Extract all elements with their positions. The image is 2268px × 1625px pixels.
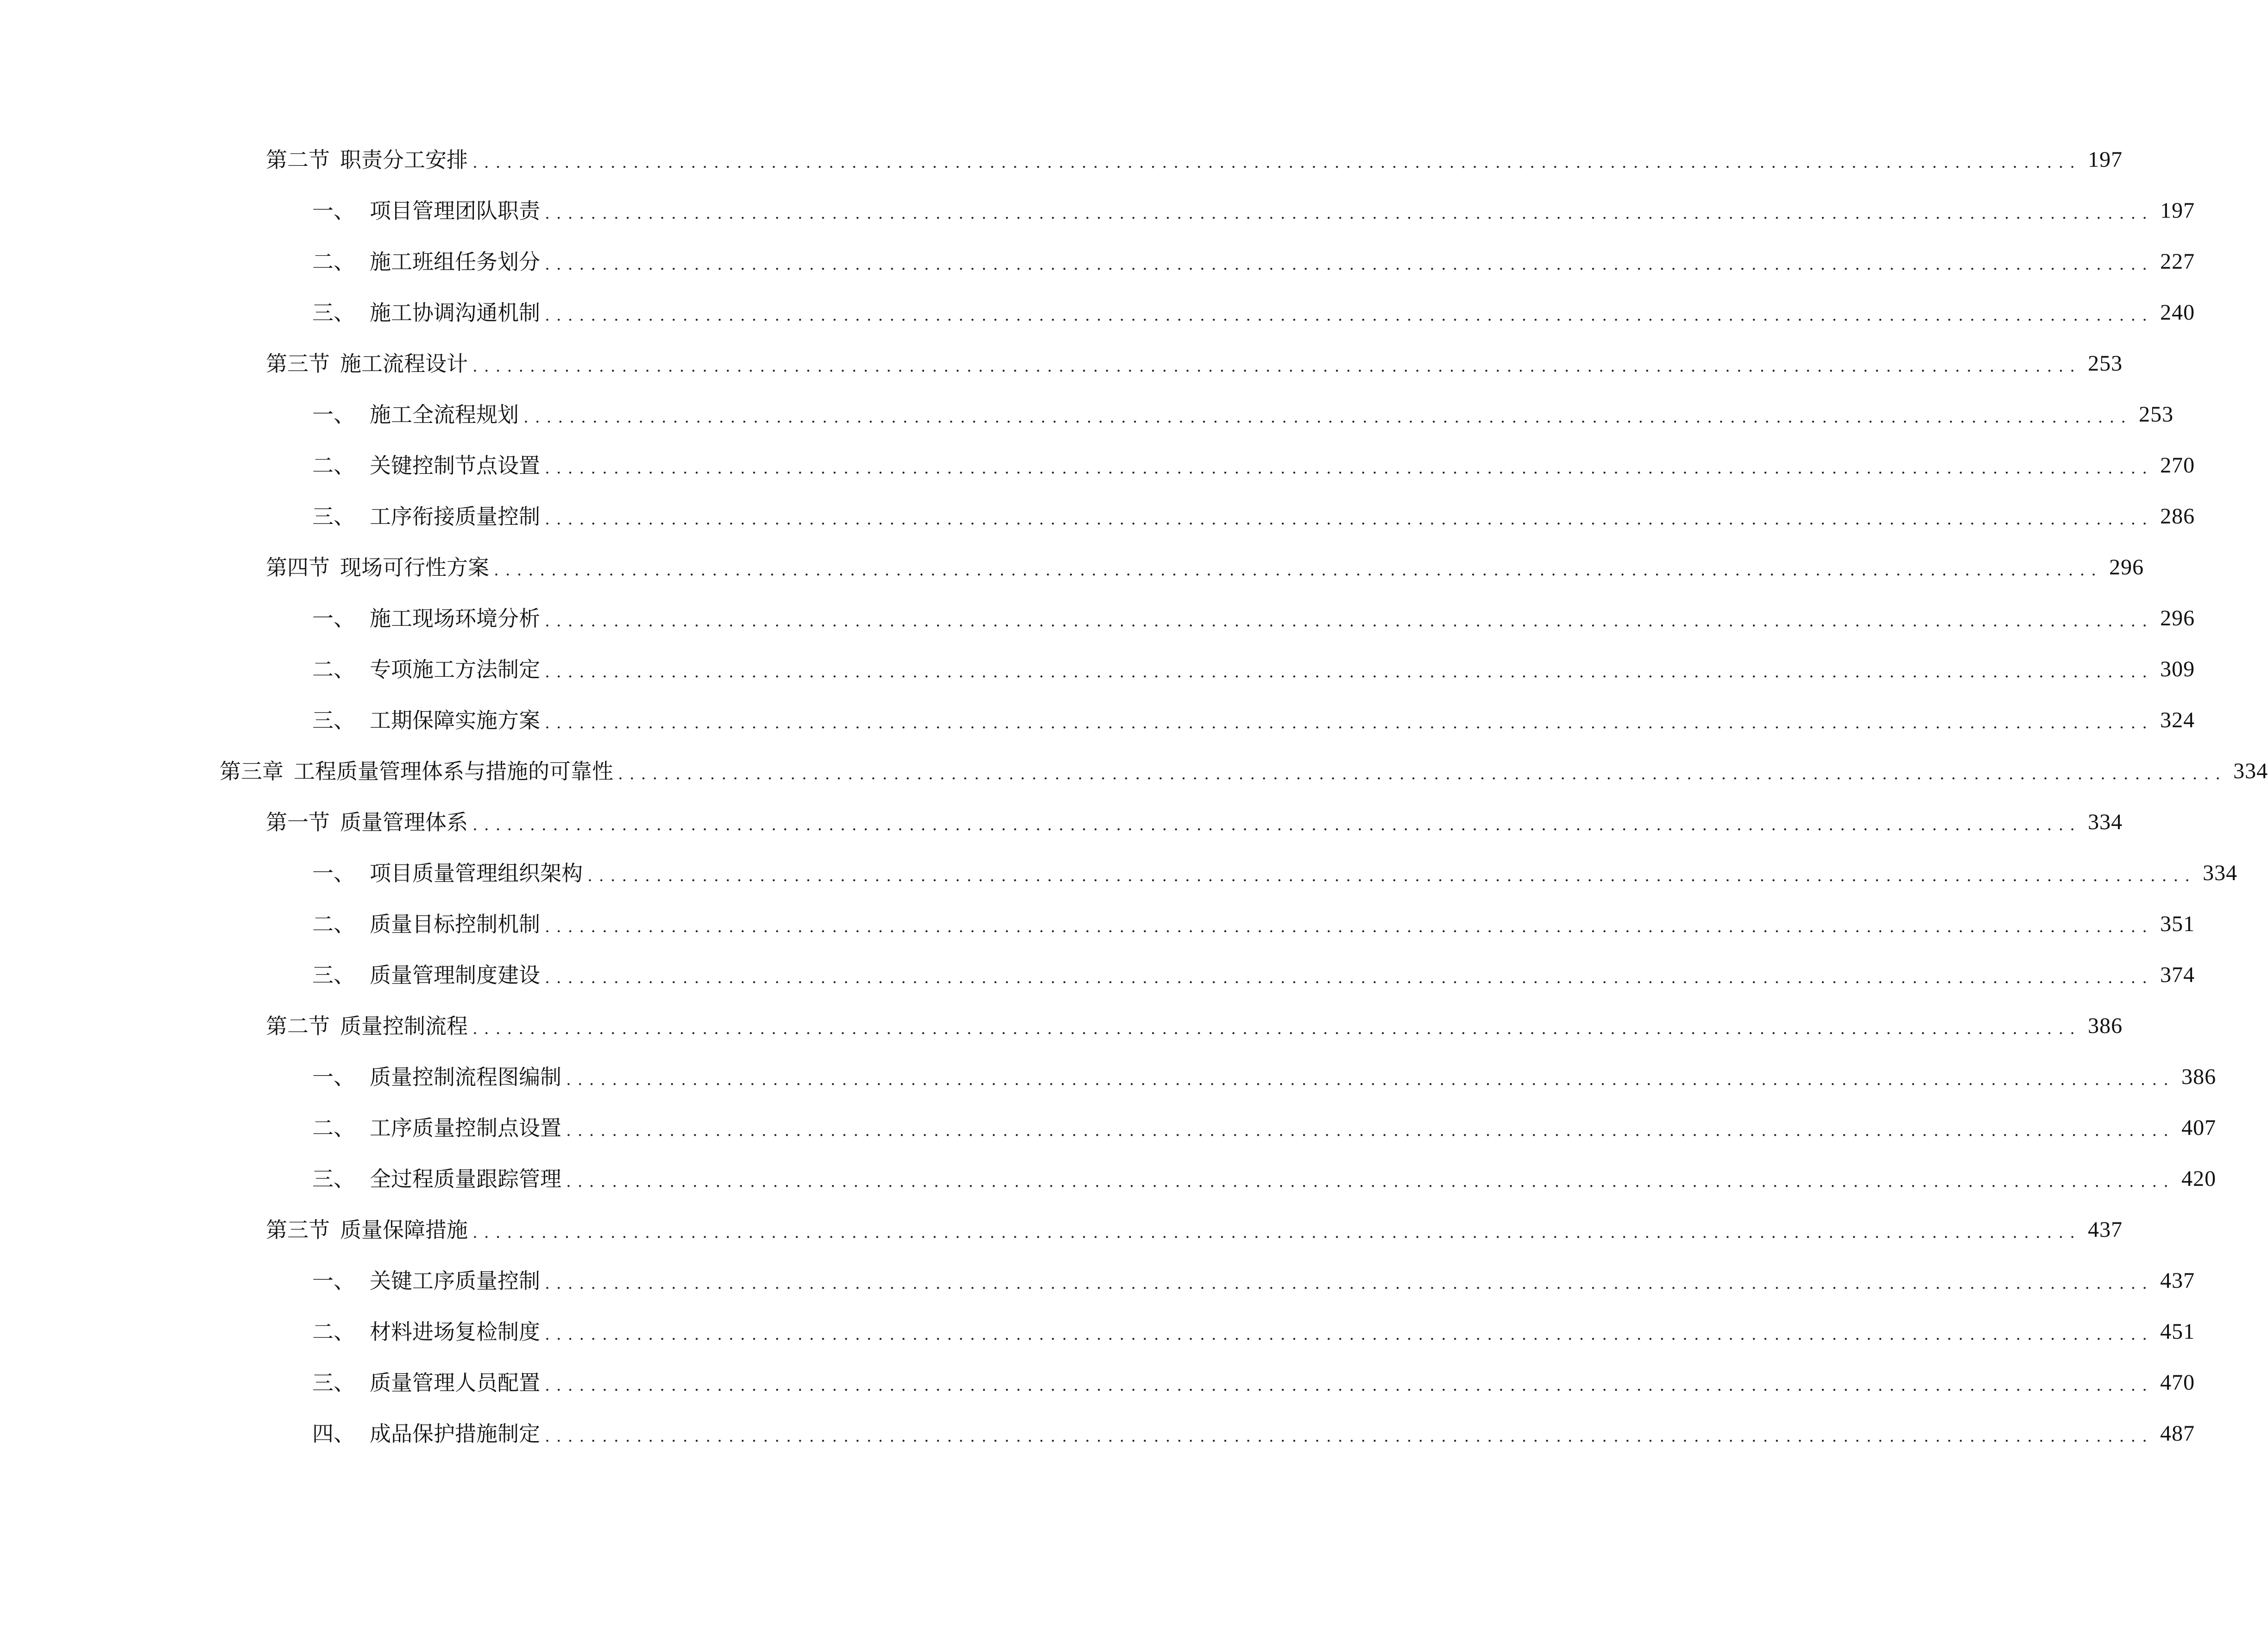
toc-entry-title: 全过程质量跟踪管理 [370, 1166, 561, 1191]
toc-entry-line [312, 453, 2195, 478]
toc-entry-number: 第三章 [220, 759, 284, 784]
toc-leader-dots: ............................................................................................................................................ [566, 1071, 2175, 1089]
toc-entry-number: 二、 [312, 657, 355, 682]
toc-entry-page-number: 407 [2181, 1115, 2217, 1140]
toc-entry-item[interactable] [0, 1052, 2217, 1102]
toc-entry-page-number: 197 [2088, 147, 2123, 172]
toc-entry-page-number: 270 [2160, 453, 2195, 478]
toc-entry-number: 一、 [312, 1064, 355, 1090]
toc-entry-page-number: 227 [2160, 249, 2195, 274]
toc-entry-title: 工期保障实施方案 [370, 708, 540, 733]
toc-entry-line [220, 759, 2268, 784]
toc-entry-item[interactable] [0, 287, 2195, 338]
toc-entry-line [266, 1014, 2123, 1039]
toc-leader-dots: ............................................................................................................................................ [472, 1020, 2082, 1038]
toc-leader-dots: ............................................................................................................................................ [472, 1223, 2082, 1242]
toc-entry-item[interactable] [0, 389, 2174, 440]
toc-entry-line [312, 1319, 2195, 1344]
toc-entry-title: 项目质量管理组织架构 [370, 861, 583, 886]
toc-entry-number: 一、 [312, 606, 355, 631]
toc-leader-dots: ............................................................................................................................................ [545, 1376, 2154, 1395]
toc-entry-title: 质量管理体系 [340, 810, 468, 835]
toc-entry-page-number: 470 [2160, 1370, 2195, 1395]
toc-leader-dots: ............................................................................................................................................ [566, 1121, 2175, 1140]
toc-entry-title: 工序衔接质量控制 [370, 504, 540, 529]
toc-leader-dots: ............................................................................................................................................ [545, 306, 2154, 325]
toc-entry-title: 关键控制节点设置 [370, 453, 540, 478]
toc-entry-line [266, 351, 2123, 376]
toc-entry-item[interactable] [0, 1306, 2195, 1357]
toc-leader-dots: ............................................................................................................................................ [618, 765, 2227, 783]
toc-entry-number: 三、 [312, 1370, 355, 1395]
toc-leader-dots: ............................................................................................................................................ [494, 561, 2103, 579]
toc-entry-line [266, 555, 2144, 580]
toc-entry-item[interactable] [0, 185, 2195, 236]
toc-entry-section[interactable] [0, 338, 2123, 389]
toc-entry-number: 第一节 [266, 810, 330, 835]
toc-entry-page-number: 487 [2160, 1421, 2195, 1446]
toc-entry-line [312, 1370, 2195, 1395]
toc-entry-number: 二、 [312, 1319, 355, 1344]
toc-leader-dots: ............................................................................................................................................ [545, 255, 2154, 274]
toc-entry-line [312, 249, 2195, 274]
toc-leader-dots: ............................................................................................................................................ [545, 969, 2154, 987]
toc-entry-item[interactable] [0, 644, 2195, 695]
toc-entry-title: 施工班组任务划分 [370, 249, 540, 274]
toc-entry-line [312, 861, 2238, 886]
toc-entry-line [312, 300, 2195, 325]
toc-leader-dots: ............................................................................................................................................ [587, 867, 2197, 885]
toc-entry-number: 第二节 [266, 147, 330, 172]
toc-entry-page-number: 296 [2160, 606, 2195, 630]
toc-entry-title: 现场可行性方案 [340, 555, 489, 580]
toc-entry-section[interactable] [0, 1001, 2123, 1052]
toc-entry-item[interactable] [0, 440, 2195, 491]
toc-entry-item[interactable] [0, 848, 2238, 899]
toc-entry-number: 第四节 [266, 555, 330, 580]
toc-leader-dots: ............................................................................................................................................ [566, 1172, 2175, 1191]
toc-entry-page-number: 374 [2160, 963, 2195, 987]
toc-entry-number: 一、 [312, 402, 355, 427]
toc-leader-dots: ............................................................................................................................................ [523, 408, 2133, 427]
toc-entry-section[interactable] [0, 1204, 2123, 1255]
toc-entry-title: 质量管理制度建设 [370, 963, 540, 988]
toc-entry-page-number: 240 [2160, 300, 2195, 325]
toc-entry-item[interactable] [0, 695, 2195, 746]
toc-leader-dots: ............................................................................................................................................ [545, 918, 2154, 936]
toc-entry-line [266, 1217, 2123, 1242]
toc-entry-page-number: 451 [2160, 1319, 2195, 1344]
toc-entry-page-number: 386 [2088, 1014, 2123, 1038]
toc-entry-page-number: 296 [2109, 555, 2144, 579]
toc-entry-title: 项目管理团队职责 [370, 198, 540, 223]
toc-entry-chapter[interactable] [0, 746, 2268, 797]
toc-entry-number: 三、 [312, 1166, 355, 1191]
toc-entry-number: 四、 [312, 1421, 355, 1446]
toc-entry-title: 工程质量管理体系与措施的可靠性 [294, 759, 613, 784]
toc-entry-section[interactable] [0, 797, 2123, 848]
toc-leader-dots: ............................................................................................................................................ [545, 1427, 2154, 1446]
toc-entry-number: 三、 [312, 708, 355, 733]
toc-entry-page-number: 197 [2160, 198, 2195, 223]
toc-entry-title: 职责分工安排 [340, 147, 468, 172]
toc-entry-title: 质量保障措施 [340, 1217, 468, 1242]
toc-entry-page-number: 420 [2181, 1166, 2217, 1191]
toc-entry-page-number: 286 [2160, 504, 2195, 529]
toc-entry-title: 质量目标控制机制 [370, 912, 540, 937]
toc-entry-number: 第三节 [266, 351, 330, 376]
toc-entry-item[interactable] [0, 1255, 2195, 1306]
toc-entry-item[interactable] [0, 236, 2195, 287]
toc-entry-page-number: 334 [2233, 759, 2268, 783]
toc-entry-item[interactable] [0, 1408, 2195, 1459]
toc-entry-page-number: 386 [2181, 1064, 2217, 1089]
toc-entry-title: 施工全流程规划 [370, 402, 519, 427]
toc-entry-section[interactable] [0, 134, 2123, 185]
toc-entry-item[interactable] [0, 593, 2195, 644]
toc-entry-title: 关键工序质量控制 [370, 1268, 540, 1293]
toc-entry-line [312, 1115, 2217, 1140]
table-of-contents [0, 134, 2268, 1459]
toc-entry-line [266, 147, 2123, 172]
toc-entry-section[interactable] [0, 542, 2144, 593]
toc-leader-dots: ............................................................................................................................................ [545, 204, 2154, 223]
toc-entry-item[interactable] [0, 1357, 2195, 1408]
toc-entry-page-number: 437 [2088, 1217, 2123, 1242]
toc-entry-line [312, 963, 2195, 988]
toc-leader-dots: ............................................................................................................................................ [545, 663, 2154, 681]
toc-entry-number: 第二节 [266, 1014, 330, 1039]
toc-entry-item[interactable] [0, 899, 2195, 950]
toc-entry-title: 施工协调沟通机制 [370, 300, 540, 325]
toc-entry-title: 工序质量控制点设置 [370, 1115, 561, 1140]
toc-entry-page-number: 437 [2160, 1268, 2195, 1293]
toc-entry-page-number: 334 [2203, 861, 2238, 885]
toc-entry-number: 一、 [312, 198, 355, 223]
toc-entry-title: 成品保护措施制定 [370, 1421, 540, 1446]
toc-leader-dots: ............................................................................................................................................ [472, 816, 2082, 834]
toc-entry-line [312, 657, 2195, 682]
toc-entry-line [266, 810, 2123, 835]
toc-leader-dots: ............................................................................................................................................ [545, 612, 2154, 630]
toc-entry-item[interactable] [0, 950, 2195, 1001]
toc-entry-line [312, 606, 2195, 631]
toc-entry-title: 施工流程设计 [340, 351, 468, 376]
toc-leader-dots: ............................................................................................................................................ [472, 153, 2082, 172]
toc-entry-number: 三、 [312, 300, 355, 325]
toc-entry-page-number: 253 [2139, 402, 2174, 427]
toc-entry-line [312, 1268, 2195, 1293]
toc-entry-item[interactable] [0, 491, 2195, 542]
toc-entry-page-number: 351 [2160, 912, 2195, 936]
toc-entry-line [312, 1064, 2217, 1090]
toc-entry-line [312, 1166, 2217, 1191]
toc-leader-dots: ............................................................................................................................................ [545, 1325, 2154, 1344]
toc-entry-line [312, 912, 2195, 937]
toc-entry-page-number: 309 [2160, 657, 2195, 681]
toc-leader-dots: ............................................................................................................................................ [545, 1274, 2154, 1293]
toc-leader-dots: ............................................................................................................................................ [545, 459, 2154, 478]
toc-entry-item[interactable] [0, 1102, 2217, 1153]
toc-entry-line [312, 198, 2195, 223]
toc-entry-page-number: 334 [2088, 810, 2123, 834]
toc-entry-title: 质量控制流程 [340, 1014, 468, 1039]
toc-entry-line [312, 708, 2195, 733]
toc-entry-number: 一、 [312, 861, 355, 886]
toc-entry-number: 三、 [312, 963, 355, 988]
toc-entry-number: 一、 [312, 1268, 355, 1293]
toc-entry-line [312, 402, 2174, 427]
toc-entry-title: 施工现场环境分析 [370, 606, 540, 631]
toc-entry-number: 二、 [312, 453, 355, 478]
toc-entry-number: 第三节 [266, 1217, 330, 1242]
toc-entry-page-number: 324 [2160, 708, 2195, 732]
toc-entry-title: 材料进场复检制度 [370, 1319, 540, 1344]
toc-entry-line [312, 504, 2195, 529]
toc-entry-item[interactable] [0, 1153, 2217, 1204]
toc-entry-title: 质量控制流程图编制 [370, 1064, 561, 1090]
toc-entry-title: 质量管理人员配置 [370, 1370, 540, 1395]
toc-leader-dots: ............................................................................................................................................ [545, 510, 2154, 529]
toc-entry-number: 二、 [312, 249, 355, 274]
toc-entry-number: 二、 [312, 912, 355, 937]
toc-leader-dots: ............................................................................................................................................ [472, 357, 2082, 376]
toc-entry-page-number: 253 [2088, 351, 2123, 376]
toc-entry-line [312, 1421, 2195, 1446]
toc-entry-title: 专项施工方法制定 [370, 657, 540, 682]
toc-entry-number: 二、 [312, 1115, 355, 1140]
toc-entry-number: 三、 [312, 504, 355, 529]
toc-leader-dots: ............................................................................................................................................ [545, 714, 2154, 732]
